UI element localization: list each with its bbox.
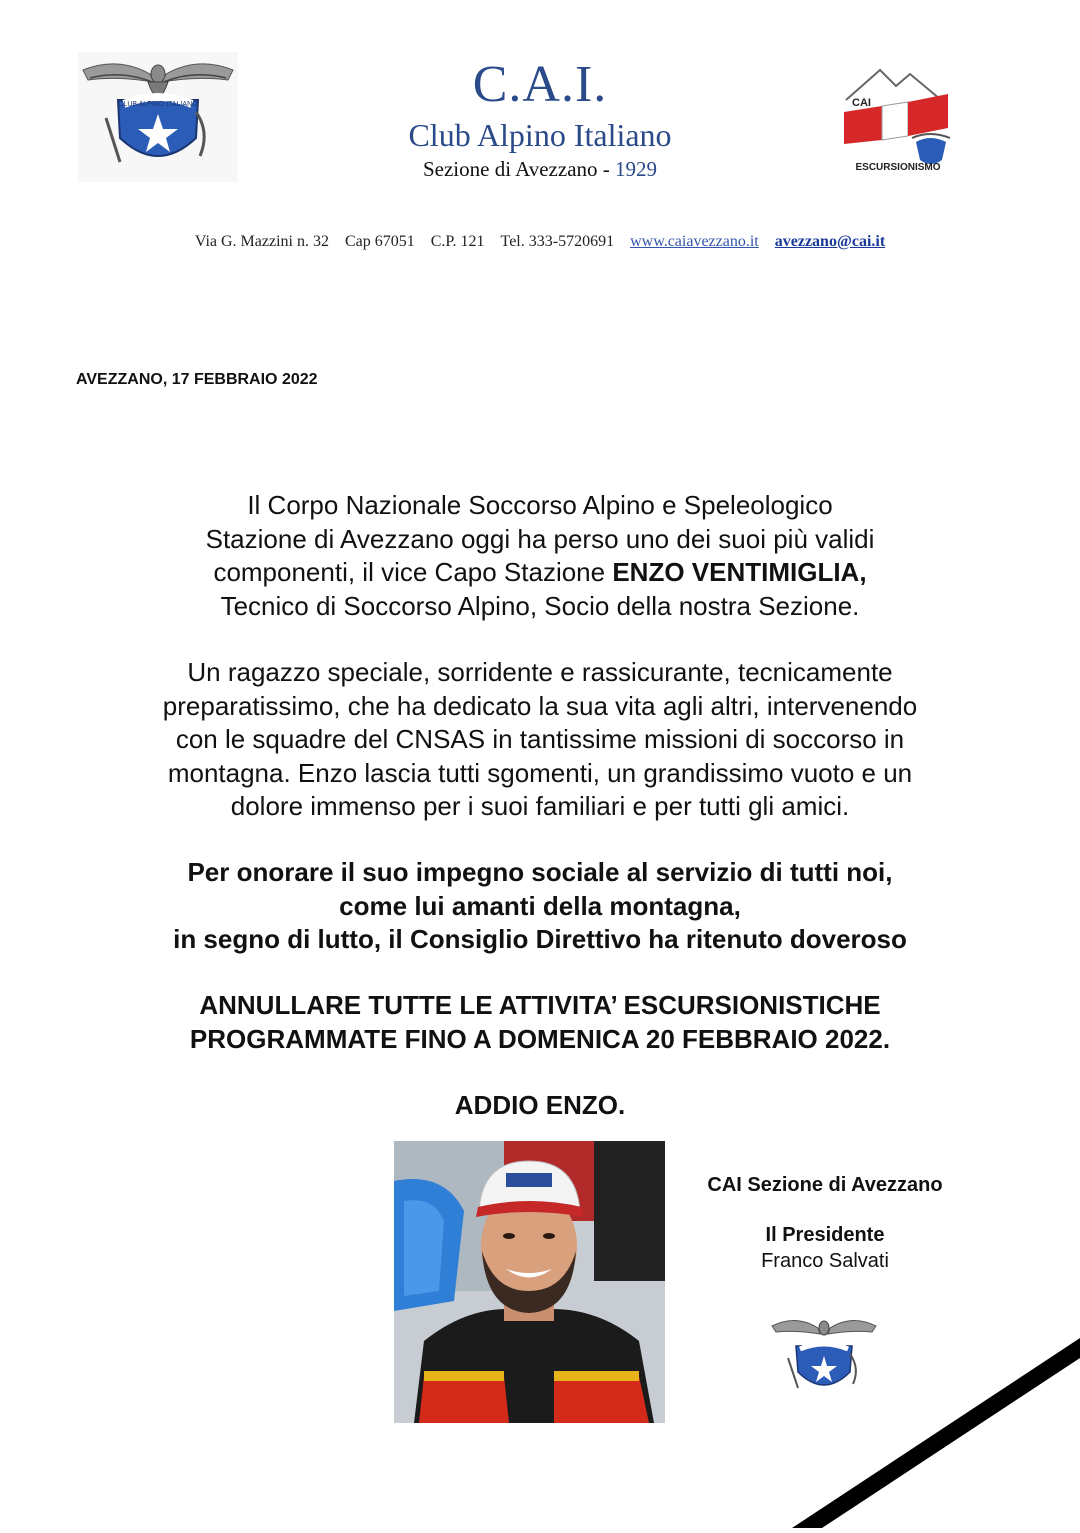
- paragraph-decision: [80, 856, 1000, 957]
- text-line: in segno di lutto, il Consiglio Direttivo ha ritenuto doveroso: [173, 924, 907, 954]
- text-line: Un ragazzo speciale, sorridente e rassicurante, tecnicamente: [187, 657, 893, 687]
- text-line: [80, 556, 1000, 590]
- signature-name: Franco Salvati: [761, 1250, 889, 1272]
- contact-info: [0, 233, 1080, 251]
- section-year: 1929: [615, 157, 658, 181]
- deceased-name: ENZO VENTIMIGLIA,: [612, 557, 867, 587]
- phone: Tel. 333-5720691: [500, 233, 615, 250]
- left-logo-ribbon-text: CLUB ALPINO ITALIANO: [118, 101, 198, 108]
- cai-eagle-logo-small: [770, 1312, 878, 1404]
- postal-code: Cap 67051: [344, 233, 415, 250]
- org-acronym: C.A.I.: [472, 56, 608, 113]
- signature-organization: CAI Sezione di Avezzano: [707, 1174, 943, 1196]
- paragraph-announcement: [80, 489, 1000, 623]
- text-line: Per onorare il suo impegno sociale al servizio di tutti noi,: [187, 857, 893, 887]
- section-name: Sezione di Avezzano -: [422, 157, 616, 181]
- text-line: ADDIO ENZO.: [454, 1090, 626, 1120]
- paragraph-tribute: [80, 656, 1000, 824]
- memorial-photo: [394, 1141, 665, 1423]
- text-fragment: componenti, il vice Capo Stazione: [213, 557, 613, 587]
- farewell: [80, 1089, 1000, 1123]
- right-logo-cai-text: CAI: [852, 97, 871, 109]
- header: [330, 55, 750, 183]
- text-line: Tecnico di Soccorso Alpino, Socio della nostra Sezione.: [220, 590, 860, 621]
- text-line: montagna. Enzo lascia tutti sgomenti, un grandissimo vuoto e un: [167, 757, 913, 788]
- text-line: preparatissimo, che ha dedicato la sua vita agli altri, intervenendo: [162, 690, 918, 721]
- text-line: con le squadre del CNSAS in tantissime missioni di soccorso in: [175, 724, 905, 754]
- signature-block: [660, 1170, 990, 1274]
- website-link[interactable]: www.caiavezzano.it: [630, 233, 759, 250]
- text-line: dolore immenso per i suoi familiari e per tutti gli amici.: [230, 791, 850, 821]
- text-line: ANNULLARE TUTTE LE ATTIVITA’ ESCURSIONISTICHE: [199, 990, 881, 1020]
- paragraph-cancellation: [80, 989, 1000, 1056]
- po-box: C.P. 121: [430, 233, 485, 250]
- email-link[interactable]: avezzano@cai.it: [774, 233, 886, 250]
- text-line: come lui amanti della montagna,: [339, 890, 741, 921]
- org-section: [330, 155, 750, 183]
- text-line: Stazione di Avezzano oggi ha perso uno dei suoi più validi: [205, 523, 875, 554]
- text-line: PROGRAMMATE FINO A DOMENICA 20 FEBBRAIO 2022.: [189, 1023, 891, 1054]
- signature-role: Il Presidente: [765, 1224, 885, 1246]
- document-date: AVEZZANO, 17 FEBBRAIO 2022: [76, 371, 318, 388]
- right-logo-escursionismo-text: ESCURSIONISMO: [855, 162, 941, 173]
- org-name: Club Alpino Italiano: [408, 117, 672, 153]
- escursionismo-logo: [838, 60, 956, 178]
- cai-eagle-logo: [78, 52, 238, 182]
- text-line: Il Corpo Nazionale Soccorso Alpino e Speleologico: [247, 490, 833, 520]
- address: Via G. Mazzini n. 32: [194, 233, 329, 250]
